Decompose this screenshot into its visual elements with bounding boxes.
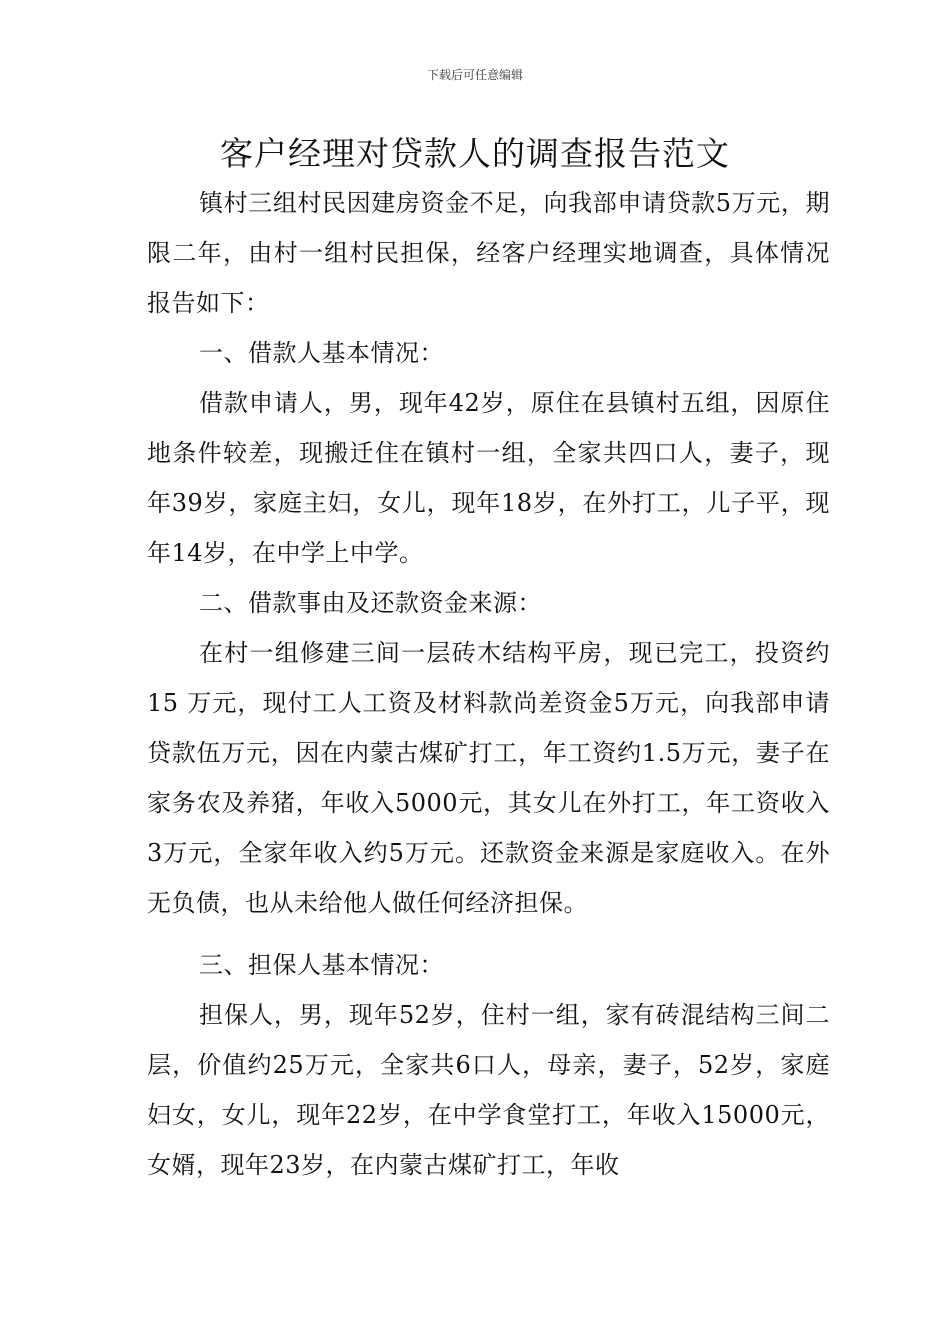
guarantor-paragraph: 担保人，男，现年52岁，住村一组，家有砖混结构三间二层，价值约25万元，全家共6口人，母亲，妻子，52岁，家庭妇女，女儿，现年22岁，在中学食堂打工，年收入15000元，女婿，现年23岁，在内蒙古煤矿打工，年收 bbox=[147, 1001, 830, 1179]
section-heading-guarantor: 三、担保人基本情况： bbox=[199, 951, 444, 979]
section-heading-borrower: 一、借款人基本情况： bbox=[199, 339, 444, 367]
document-body bbox=[147, 178, 830, 1190]
purpose-paragraph: 在村一组修建三间一层砖木结构平房，现已完工，投资约15 万元，现付工人工资及材料款尚差资金5万元，向我部申请贷款伍万元，因在内蒙古煤矿打工，年工资约1.5万元，妻子在家务农及养猪，年收入5000元，其女儿在外打工，年工资收入3万元，全家年收入约5万元。还款资金来源是家庭收入。在外无负债，也从未给他人做任何经济担保。 bbox=[147, 639, 830, 917]
document-title: 客户经理对贷款人的调查报告范文 bbox=[220, 134, 730, 173]
header-note: 下载后可任意编辑 bbox=[426, 68, 523, 82]
intro-paragraph: 镇村三组村民因建房资金不足，向我部申请贷款5万元，期限二年，由村一组村民担保，经客户经理实地调查，具体情况报告如下： bbox=[147, 189, 830, 317]
paragraph-gap bbox=[147, 928, 830, 940]
borrower-paragraph: 借款申请人，男，现年42岁，原住在县镇村五组，因原住地条件较差，现搬迁住在镇村一组，全家共四口人，妻子，现年39岁，家庭主妇，女儿，现年18岁，在外打工，儿子平，现年14岁，在中学上中学。 bbox=[147, 389, 830, 567]
section-heading-purpose: 二、借款事由及还款资金来源： bbox=[199, 589, 542, 617]
